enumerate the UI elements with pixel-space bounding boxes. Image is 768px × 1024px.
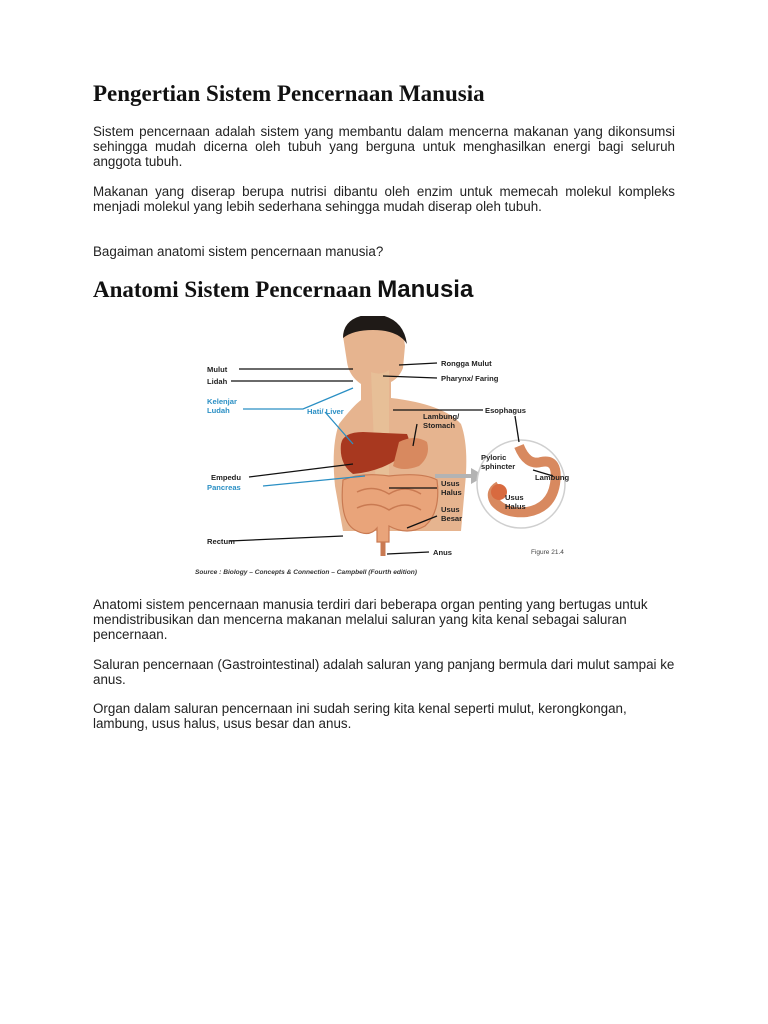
paragraph-organs: Organ dalam saluran pencernaan ini sudah sering kita kenal seperti mulut, kerongkongan, lambung, usus halus, usus besar dan anus. <box>93 701 627 731</box>
section-title-anatomi <box>93 276 473 304</box>
label-usus-inset: Usus <box>505 493 524 502</box>
paragraph-question: Bagaiman anatomi sistem pencernaan manusia? <box>93 244 384 259</box>
label-stomach: Stomach <box>423 421 456 430</box>
label-usus-besar: Usus <box>441 505 460 514</box>
label-lidah: Lidah <box>207 377 228 386</box>
paragraph-anatomy: Anatomi sistem pencernaan manusia terdiri dari beberapa organ penting yang bertugas untuk mendistribusikan dan mencerna makanan melalui saluran yang kita kenal sebagai saluran pencernaan. <box>93 597 648 642</box>
paragraph-nutrients: Makanan yang diserap berupa nutrisi dibantu oleh enzim untuk memecah molekul kompleks menjadi molekul yang lebih sederhana sehingga mudah diserap oleh tubuh. <box>93 184 675 214</box>
label-ludah: Ludah <box>207 406 230 415</box>
label-lambung-inset: Lambung <box>535 473 570 482</box>
paragraph-definition: Sistem pencernaan adalah sistem yang membantu dalam mencerna makanan yang dikonsumsi sehingga mudah dicerna oleh tubuh yang berguna untuk menghasilkan energi bagi seluruh anggota tubuh. <box>93 124 675 169</box>
label-kelenjar: Kelenjar <box>207 397 237 406</box>
label-pancreas: Pancreas <box>207 483 241 492</box>
label-esophagus: Esophagus <box>485 406 526 415</box>
section-title-pengertian: Pengertian Sistem Pencernaan Manusia <box>93 81 485 106</box>
label-sphincter: sphincter <box>481 462 516 471</box>
label-rongga-mulut: Rongga Mulut <box>441 359 492 368</box>
label-halus-inset: Halus <box>505 502 526 511</box>
label-anus: Anus <box>433 548 452 557</box>
label-halus: Halus <box>441 488 462 497</box>
label-usus-halus: Usus <box>441 479 460 488</box>
digestive-system-figure <box>193 316 573 578</box>
label-pyloric: Pyloric <box>481 453 507 462</box>
title-serif-part: Anatomi Sistem Pencernaan <box>93 277 372 302</box>
label-besar: Besar <box>441 514 463 523</box>
label-lambung: Lambung/ <box>423 412 460 421</box>
label-rectum: Rectum <box>207 537 235 546</box>
figure-number: Figure 21.4 <box>531 549 564 556</box>
label-empedu: Empedu <box>211 473 241 482</box>
title-sans-part: Manusia <box>377 276 474 303</box>
paragraph-gi-tract: Saluran pencernaan (Gastrointestinal) adalah saluran yang panjang bermula dari mulut sampai ke anus. <box>93 657 675 687</box>
label-pharynx: Pharynx/ Faring <box>441 374 499 383</box>
figure-source: Source : Biology – Concepts & Connection – Campbell (Fourth edition) <box>195 569 417 576</box>
label-hati: Hati/ Liver <box>307 407 344 416</box>
label-mulut: Mulut <box>207 365 228 374</box>
